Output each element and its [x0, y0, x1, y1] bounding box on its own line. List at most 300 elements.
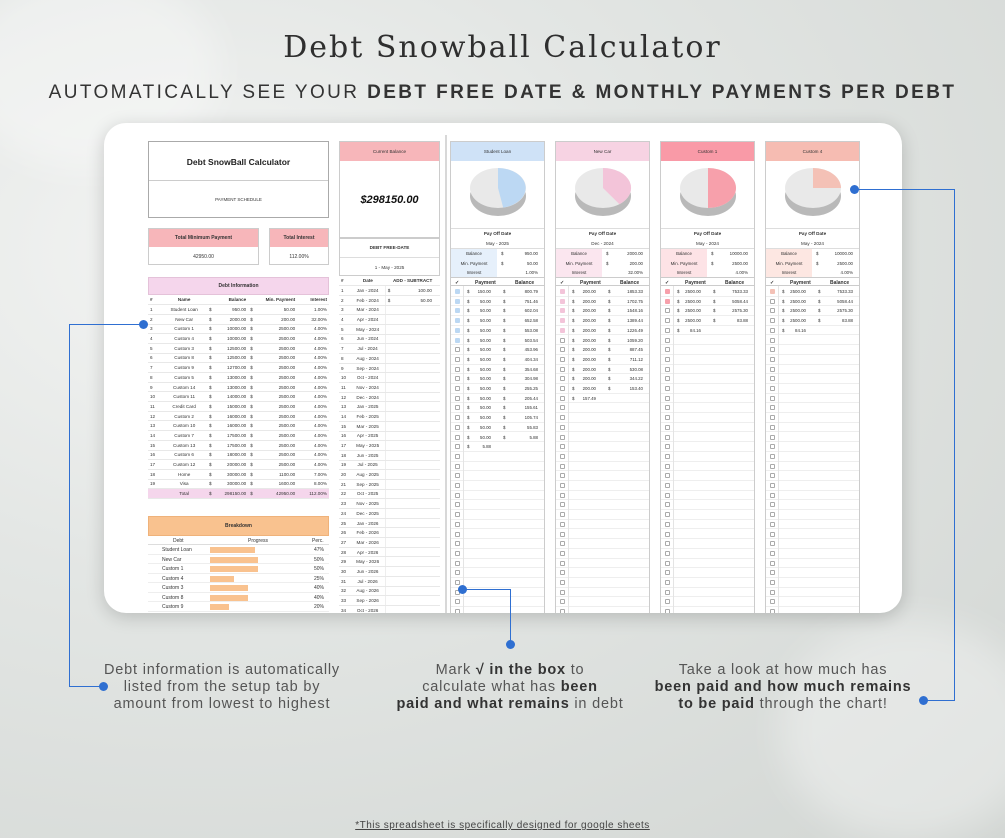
- currency-sign: $: [572, 308, 575, 314]
- debt-row: [148, 469, 329, 479]
- subtitle-plain: AUTOMATICALLY SEE YOUR: [48, 82, 368, 103]
- debt-col-header: Min. Payment: [248, 295, 297, 305]
- paid-checkbox[interactable]: [560, 328, 565, 333]
- paid-checkbox[interactable]: [455, 464, 460, 469]
- paid-checkbox[interactable]: [665, 493, 670, 498]
- balance-value: 503.54: [524, 337, 538, 343]
- paid-checkbox[interactable]: [560, 299, 565, 304]
- paid-checkbox[interactable]: [455, 396, 460, 401]
- debt-min: 2500.00: [278, 326, 296, 332]
- paid-checkbox[interactable]: [770, 289, 775, 294]
- payment-row: [556, 374, 649, 384]
- payment-col-header: Payment: [475, 279, 496, 286]
- payment-row: [451, 559, 544, 569]
- paid-checkbox[interactable]: [770, 454, 775, 459]
- currency-sign: $: [677, 308, 680, 314]
- paid-checkbox[interactable]: [560, 367, 565, 372]
- paid-checkbox[interactable]: [560, 308, 565, 313]
- payment-row: [661, 413, 754, 423]
- paid-checkbox[interactable]: [455, 493, 460, 498]
- paid-checkbox[interactable]: [665, 580, 670, 585]
- current-balance-box: [339, 141, 440, 238]
- paid-checkbox[interactable]: [770, 512, 775, 517]
- currency-sign: $: [782, 318, 785, 324]
- debt-row: [148, 411, 329, 421]
- breakdown-debt: Custom 3: [162, 585, 184, 591]
- paid-checkbox[interactable]: [770, 308, 775, 313]
- paid-checkbox[interactable]: [665, 541, 670, 546]
- paid-checkbox[interactable]: [665, 396, 670, 401]
- debt-row: [148, 440, 329, 450]
- payment-row: [766, 597, 859, 607]
- debt-num: 17: [148, 460, 161, 470]
- debt-interest: 4.00%: [297, 431, 329, 441]
- paid-checkbox[interactable]: [770, 522, 775, 527]
- payment-col-header: Payment: [685, 279, 706, 286]
- annotation-mid-d: calculate what has: [422, 679, 561, 695]
- paid-checkbox[interactable]: [560, 541, 565, 546]
- paid-checkbox[interactable]: [770, 415, 775, 420]
- schedule-row: 34 Oct - 2026: [339, 605, 440, 613]
- payment-row: [451, 510, 544, 520]
- paid-checkbox[interactable]: [665, 551, 670, 556]
- payment-value: 200.00: [582, 376, 596, 382]
- schedule-date: Sep - 2024: [351, 363, 386, 373]
- paid-checkbox[interactable]: [455, 376, 460, 381]
- debt-min: 2500.00: [278, 336, 296, 342]
- paid-checkbox[interactable]: [560, 590, 565, 595]
- paid-checkbox[interactable]: [665, 444, 670, 449]
- debt-name: Custom 14: [161, 382, 207, 392]
- paid-checkbox[interactable]: [455, 338, 460, 343]
- paid-checkbox[interactable]: [560, 318, 565, 323]
- schedule-date: Dec - 2025: [351, 509, 386, 519]
- currency-sign: $: [250, 316, 253, 322]
- paid-checkbox[interactable]: [665, 415, 670, 420]
- payment-row: [661, 316, 754, 326]
- payment-row: [661, 500, 754, 510]
- payment-row: [451, 306, 544, 316]
- breakdown-col-debt: Debt: [173, 538, 184, 544]
- debt-min: 2500.00: [278, 452, 296, 458]
- currency-sign: $: [250, 442, 253, 448]
- paid-checkbox[interactable]: [770, 367, 775, 372]
- paid-checkbox[interactable]: [560, 454, 565, 459]
- total-interest: 112.00%: [297, 489, 329, 499]
- balance-value: 344.22: [629, 376, 643, 382]
- balance-col-header: Balance: [725, 279, 745, 286]
- spreadsheet-card: [104, 123, 902, 613]
- schedule-date: May - 2025: [351, 441, 386, 451]
- paid-checkbox[interactable]: [665, 483, 670, 488]
- paid-checkbox[interactable]: [560, 357, 565, 362]
- paid-checkbox[interactable]: [455, 473, 460, 478]
- currency-sign: $: [782, 289, 785, 294]
- paid-checkbox[interactable]: [665, 299, 670, 304]
- calc-subtitle: PAYMENT SCHEDULE: [215, 197, 262, 202]
- paid-checkbox[interactable]: [560, 444, 565, 449]
- paid-checkbox[interactable]: [455, 532, 460, 537]
- paid-checkbox[interactable]: [770, 405, 775, 410]
- schedule-date: Apr - 2025: [351, 431, 386, 441]
- paid-checkbox[interactable]: [560, 532, 565, 537]
- paid-checkbox[interactable]: [560, 512, 565, 517]
- calc-title: Debt SnowBall Calculator: [186, 157, 291, 167]
- paid-checkbox[interactable]: [560, 435, 565, 440]
- sched-col-add: ADD - SUBTRACT: [385, 276, 440, 286]
- breakdown-debt: Custom 9: [162, 604, 184, 610]
- debt-num: 3: [148, 324, 161, 334]
- paid-checkbox[interactable]: [770, 338, 775, 343]
- min-payment-value: 42950.00: [193, 254, 214, 260]
- balance-value: 1226.49: [627, 327, 643, 333]
- paid-checkbox[interactable]: [455, 318, 460, 323]
- paid-checkbox[interactable]: [770, 299, 775, 304]
- balance-value: 1548.16: [627, 308, 643, 314]
- debt-name: Custom 1: [161, 324, 207, 334]
- paid-checkbox[interactable]: [455, 357, 460, 362]
- schedule-table: [339, 276, 440, 613]
- currency-sign: $: [572, 289, 575, 294]
- paid-checkbox[interactable]: [770, 590, 775, 595]
- debt-interest: 4.00%: [297, 382, 329, 392]
- paid-checkbox[interactable]: [770, 376, 775, 381]
- paid-checkbox[interactable]: [560, 570, 565, 575]
- breakdown-perc: 50%: [314, 556, 325, 563]
- paid-checkbox[interactable]: [455, 289, 460, 294]
- paid-checkbox[interactable]: [560, 551, 565, 556]
- paid-checkbox[interactable]: [665, 609, 670, 613]
- paid-checkbox[interactable]: [560, 502, 565, 507]
- currency-sign: $: [467, 366, 470, 372]
- paid-checkbox[interactable]: [665, 473, 670, 478]
- paid-checkbox[interactable]: [455, 415, 460, 420]
- currency-sign: $: [250, 491, 253, 497]
- debt-interest: 4.00%: [297, 363, 329, 373]
- payoff-label: Pay Off Date: [483, 231, 512, 236]
- schedule-row: 17 May - 2025: [339, 441, 440, 451]
- paid-checkbox[interactable]: [560, 609, 565, 613]
- paid-checkbox[interactable]: [560, 599, 565, 604]
- payment-row: [766, 578, 859, 588]
- paid-checkbox[interactable]: [665, 376, 670, 381]
- payment-value: 50.00: [480, 347, 491, 353]
- debt-interest: 4.00%: [297, 421, 329, 431]
- breakdown-row: [148, 555, 329, 565]
- paid-checkbox[interactable]: [770, 386, 775, 391]
- balance-value: 83.88: [842, 318, 853, 324]
- paid-checkbox[interactable]: [665, 425, 670, 430]
- paid-checkbox[interactable]: [665, 357, 670, 362]
- paid-checkbox[interactable]: [455, 599, 460, 604]
- balance-value: 887.45: [629, 347, 643, 353]
- paid-checkbox[interactable]: [770, 551, 775, 556]
- debt-pie-chart: [661, 164, 754, 229]
- debt-balance: 12700.00: [227, 365, 247, 371]
- payment-row: [451, 549, 544, 559]
- debt-num: 14: [148, 431, 161, 441]
- paid-checkbox[interactable]: [665, 561, 670, 566]
- paid-checkbox[interactable]: [770, 541, 775, 546]
- paid-checkbox[interactable]: [455, 405, 460, 410]
- debt-free-label: DEBT FREE-DATE: [369, 245, 410, 250]
- paid-checkbox[interactable]: [770, 599, 775, 604]
- paid-checkbox[interactable]: [665, 328, 670, 333]
- payment-row: [766, 510, 859, 520]
- paid-checkbox[interactable]: [455, 367, 460, 372]
- currency-sign: $: [608, 347, 611, 353]
- payment-value: 200.00: [582, 386, 596, 391]
- paid-checkbox[interactable]: [455, 483, 460, 488]
- paid-checkbox[interactable]: [665, 590, 670, 595]
- paid-checkbox[interactable]: [665, 570, 670, 575]
- paid-checkbox[interactable]: [560, 580, 565, 585]
- paid-checkbox[interactable]: [770, 580, 775, 585]
- debt-interest: 4.00%: [297, 411, 329, 421]
- payment-row: [766, 520, 859, 530]
- paid-checkbox[interactable]: [770, 318, 775, 323]
- card-min: 50.00: [527, 261, 538, 266]
- schedule-row: 22 Oct - 2025: [339, 489, 440, 499]
- paid-checkbox[interactable]: [770, 483, 775, 488]
- schedule-date: Jul - 2026: [351, 576, 386, 586]
- currency-sign: $: [467, 415, 470, 421]
- payment-row: [661, 297, 754, 307]
- debt-balance: 14000.00: [227, 394, 247, 400]
- debt-min: 2500.00: [278, 365, 296, 371]
- payment-row: [661, 481, 754, 491]
- balance-value: 205.44: [524, 395, 538, 401]
- paid-checkbox[interactable]: [665, 318, 670, 323]
- paid-checkbox[interactable]: [665, 599, 670, 604]
- paid-checkbox[interactable]: [455, 299, 460, 304]
- annotation-left-line3: amount from lowest to highest: [113, 696, 331, 712]
- debt-name: New Car: [161, 314, 207, 324]
- paid-checkbox[interactable]: [560, 338, 565, 343]
- paid-checkbox[interactable]: [560, 483, 565, 488]
- schedule-row: 21 Sep - 2025: [339, 479, 440, 489]
- paid-checkbox[interactable]: [665, 386, 670, 391]
- schedule-date: Feb - 2025: [351, 412, 386, 422]
- paid-checkbox[interactable]: [665, 512, 670, 517]
- debt-num: 2: [148, 314, 161, 324]
- schedule-row: 16 Apr - 2025: [339, 431, 440, 441]
- payment-value: 50.00: [480, 298, 491, 304]
- paid-checkbox[interactable]: [665, 464, 670, 469]
- debt-card-name: New Car: [593, 149, 612, 154]
- paid-checkbox[interactable]: [455, 570, 460, 575]
- paid-checkbox[interactable]: [770, 561, 775, 566]
- schedule-row: 8 Aug - 2024: [339, 354, 440, 364]
- balance-value: 255.25: [524, 386, 538, 391]
- paid-checkbox[interactable]: [560, 561, 565, 566]
- debt-balance: 17500.00: [227, 442, 247, 448]
- debt-min: 200.00: [281, 316, 296, 322]
- breakdown-header: [148, 516, 329, 536]
- paid-checkbox[interactable]: [770, 396, 775, 401]
- payment-value: 50.00: [480, 386, 491, 391]
- payment-value: 200.00: [582, 308, 596, 314]
- callout-dot-left-bottom: [99, 682, 108, 691]
- paid-checkbox[interactable]: [455, 551, 460, 556]
- paid-checkbox[interactable]: [665, 454, 670, 459]
- debt-name: Home: [161, 469, 207, 479]
- payment-row: [766, 394, 859, 404]
- schedule-date: Oct - 2025: [351, 489, 386, 499]
- card-min: 2500.00: [837, 261, 853, 266]
- card-balance: 10000.00: [729, 251, 748, 256]
- debt-free-box: [339, 238, 440, 276]
- paid-checkbox[interactable]: [560, 522, 565, 527]
- paid-checkbox[interactable]: [770, 464, 775, 469]
- paid-checkbox[interactable]: [665, 405, 670, 410]
- paid-checkbox[interactable]: [665, 522, 670, 527]
- paid-checkbox[interactable]: [560, 386, 565, 391]
- payment-value: 150.00: [477, 289, 491, 294]
- payment-value: 200.00: [582, 327, 596, 333]
- total-balance: 298150.00: [224, 491, 247, 497]
- currency-sign: $: [208, 355, 212, 361]
- currency-sign: $: [208, 471, 212, 477]
- annotation-mid-g: in debt: [569, 696, 624, 712]
- paid-checkbox[interactable]: [455, 522, 460, 527]
- payment-row: [661, 539, 754, 549]
- paid-checkbox[interactable]: [560, 464, 565, 469]
- paid-checkbox[interactable]: [455, 561, 460, 566]
- paid-checkbox[interactable]: [455, 502, 460, 507]
- paid-checkbox[interactable]: [560, 425, 565, 430]
- paid-checkbox[interactable]: [455, 425, 460, 430]
- schedule-date: May - 2024: [351, 324, 386, 334]
- payment-row: [556, 394, 649, 404]
- paid-checkbox[interactable]: [770, 425, 775, 430]
- paid-checkbox[interactable]: [770, 493, 775, 498]
- currency-sign: $: [572, 337, 575, 343]
- currency-sign: $: [208, 442, 212, 448]
- payment-row: [766, 568, 859, 578]
- payment-row: [556, 588, 649, 598]
- check-col-header: ✓: [770, 279, 775, 286]
- payment-value: 2500.00: [790, 318, 806, 324]
- paid-checkbox[interactable]: [665, 289, 670, 294]
- paid-checkbox[interactable]: [560, 415, 565, 420]
- annotation-right-b: been paid and how much remains: [654, 679, 912, 695]
- paid-checkbox[interactable]: [770, 357, 775, 362]
- balance-value: 530.08: [629, 366, 643, 372]
- paid-checkbox[interactable]: [455, 328, 460, 333]
- paid-checkbox[interactable]: [455, 580, 460, 585]
- paid-checkbox[interactable]: [665, 338, 670, 343]
- payment-row: [766, 462, 859, 472]
- currency-sign: $: [711, 251, 714, 256]
- paid-checkbox[interactable]: [455, 386, 460, 391]
- paid-checkbox[interactable]: [455, 308, 460, 313]
- annotation-mid-b: √ in the box: [475, 662, 566, 678]
- schedule-row: 6 Jun - 2024: [339, 334, 440, 344]
- paid-checkbox[interactable]: [455, 512, 460, 517]
- currency-sign: $: [467, 318, 470, 324]
- paid-checkbox[interactable]: [770, 328, 775, 333]
- callout-dot-right-bottom: [919, 696, 928, 705]
- debt-col-header: Name: [161, 295, 207, 305]
- currency-sign: $: [208, 316, 212, 322]
- sched-col-num: #: [339, 276, 351, 286]
- schedule-row: 30 Jun - 2026: [339, 567, 440, 577]
- paid-checkbox[interactable]: [770, 444, 775, 449]
- debt-num: 8: [148, 373, 161, 383]
- paid-checkbox[interactable]: [665, 532, 670, 537]
- debt-balance: 950.00: [232, 307, 247, 313]
- currency-sign: $: [572, 366, 575, 372]
- currency-sign: $: [250, 413, 253, 419]
- paid-checkbox[interactable]: [770, 435, 775, 440]
- currency-sign: $: [467, 405, 470, 411]
- payment-row: [451, 336, 544, 346]
- paid-checkbox[interactable]: [665, 502, 670, 507]
- paid-checkbox[interactable]: [455, 444, 460, 449]
- paid-checkbox[interactable]: [665, 435, 670, 440]
- paid-checkbox[interactable]: [560, 376, 565, 381]
- paid-checkbox[interactable]: [770, 347, 775, 352]
- breakdown-row: [148, 583, 329, 593]
- debt-name: Custom 12: [161, 460, 207, 470]
- currency-sign: $: [818, 298, 821, 304]
- paid-checkbox[interactable]: [455, 609, 460, 613]
- balance-value: 453.96: [524, 347, 538, 353]
- payment-row: [766, 471, 859, 481]
- debt-balance: 15000.00: [227, 403, 247, 409]
- breakdown-debt: Custom 8: [162, 594, 184, 601]
- payment-row: [766, 539, 859, 549]
- currency-sign: $: [250, 365, 253, 371]
- paid-checkbox[interactable]: [455, 435, 460, 440]
- schedule-date: Dec - 2024: [351, 392, 386, 402]
- paid-checkbox[interactable]: [560, 347, 565, 352]
- paid-checkbox[interactable]: [770, 609, 775, 613]
- schedule-date: Jul - 2025: [351, 460, 386, 470]
- paid-checkbox[interactable]: [770, 532, 775, 537]
- payment-row: [766, 345, 859, 355]
- paid-checkbox[interactable]: [560, 289, 565, 294]
- payment-row: [661, 423, 754, 433]
- paid-checkbox[interactable]: [770, 570, 775, 575]
- debt-row: [148, 324, 329, 334]
- paid-checkbox[interactable]: [665, 308, 670, 313]
- paid-checkbox[interactable]: [455, 347, 460, 352]
- paid-checkbox[interactable]: [455, 454, 460, 459]
- paid-checkbox[interactable]: [560, 405, 565, 410]
- currency-sign: $: [208, 423, 212, 429]
- paid-checkbox[interactable]: [770, 473, 775, 478]
- payment-row: [766, 423, 859, 433]
- paid-checkbox[interactable]: [665, 347, 670, 352]
- card-interest-label: Interest: [676, 270, 692, 275]
- schedule-date: Jan - 2026: [351, 518, 386, 528]
- debt-interest: 4.00%: [297, 334, 329, 344]
- paid-checkbox[interactable]: [665, 367, 670, 372]
- payment-row: [766, 374, 859, 384]
- paid-checkbox[interactable]: [560, 473, 565, 478]
- breakdown-perc: 40%: [314, 585, 325, 591]
- debt-card: [555, 141, 650, 613]
- paid-checkbox[interactable]: [560, 493, 565, 498]
- paid-checkbox[interactable]: [770, 502, 775, 507]
- progress-bar: [210, 566, 258, 572]
- debt-min: 1600.00: [278, 481, 296, 487]
- paid-checkbox[interactable]: [455, 541, 460, 546]
- currency-sign: $: [608, 289, 611, 294]
- paid-checkbox[interactable]: [560, 396, 565, 401]
